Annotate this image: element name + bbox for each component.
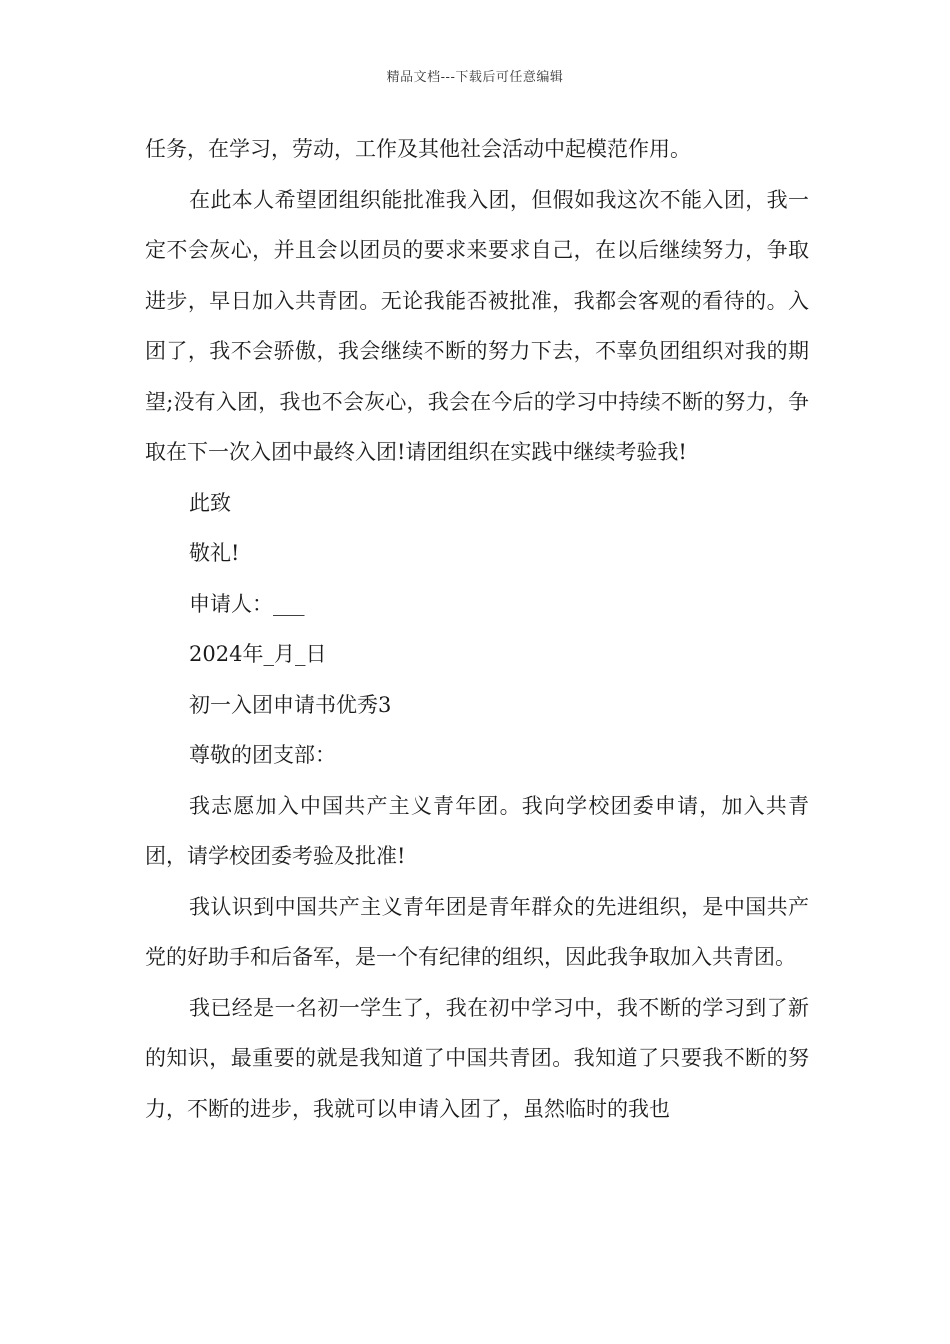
applicant-line: 申请人：___ [189, 591, 305, 616]
page-header: 精品文档---下载后可任意编辑 [386, 70, 564, 85]
paragraph-application: 我志愿加入中国共产主义青年团。我向学校团委申请，加入共青团，请学校团委考验及批准! [145, 793, 809, 868]
section-title: 初一入团申请书优秀3 [189, 692, 392, 717]
document-body [145, 124, 809, 1134]
closing-regards: 敬礼! [189, 541, 240, 565]
paragraph-hope: 在此本人希望团组织能批准我入团，但假如我这次不能入团，我一定不会灰心，并且会以团员的要求来要求自己，在以后继续努力，争取进步，早日加入共青团。无论我能否被批准，我都会客观的看待的。入团了，我不会骄傲，我会继续不断的努力下去，不辜负团组织对我的期望;没有入团，我也不会灰心，我会在今后的学习中持续不断的努力，争取在下一次入团中最终入团!请团组织在实践中继续考验我! [145, 187, 809, 464]
paragraph-recognition: 我认识到中国共产主义青年团是青年群众的先进组织，是中国共产党的好助手和后备军，是一个有纪律的组织，因此我争取加入共青团。 [145, 894, 809, 969]
greeting: 尊敬的团支部： [189, 743, 336, 767]
date-line: 2024年_月_日 [189, 642, 327, 666]
paragraph-continuation: 任务，在学习，劳动，工作及其他社会活动中起模范作用。 [145, 137, 691, 161]
closing-salutation: 此致 [189, 490, 231, 515]
paragraph-student: 我已经是一名初一学生了，我在初中学习中，我不断的学习到了新的知识，最重要的就是我知道了中国共青团。我知道了只要我不断的努力，不断的进步，我就可以申请入团了，虽然临时的我也 [145, 995, 809, 1121]
